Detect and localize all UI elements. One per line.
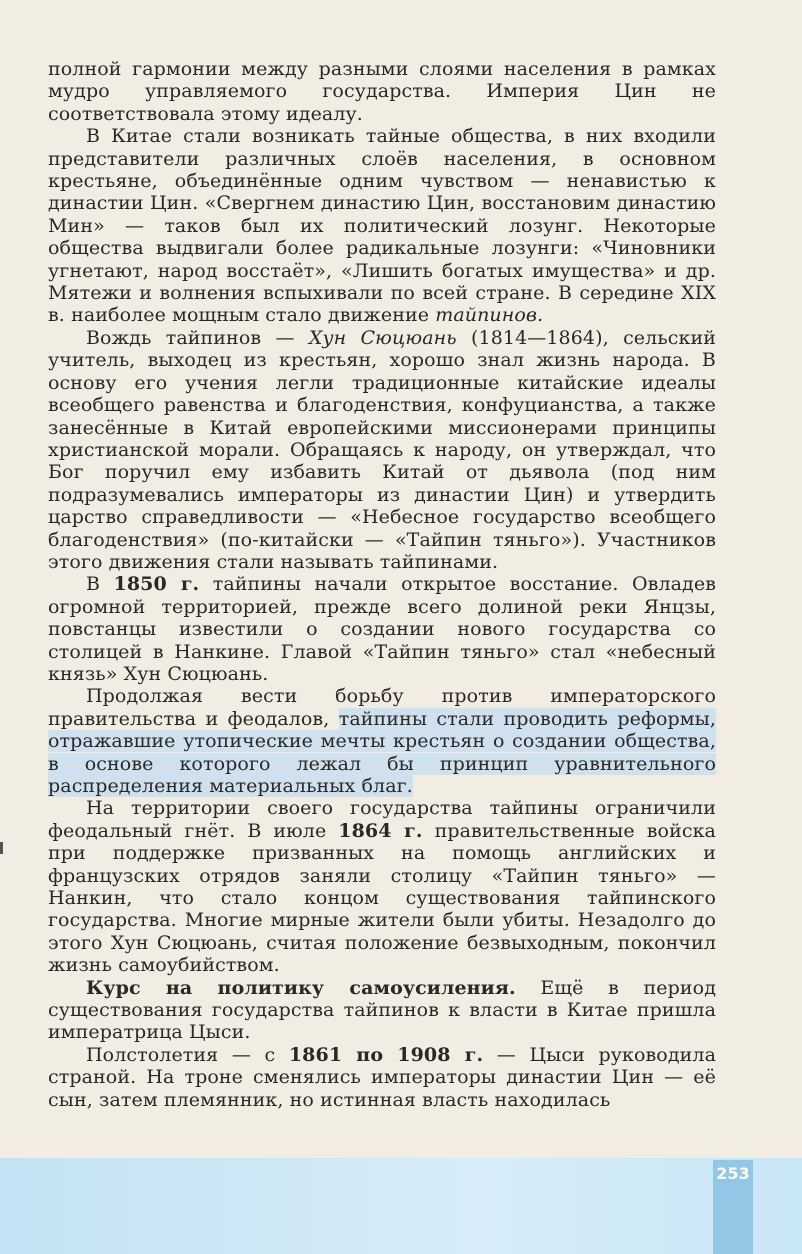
bold-term: 1861 по 1908 г.	[288, 1043, 484, 1066]
paragraph	[48, 125, 716, 327]
paragraph	[48, 797, 716, 976]
footer-band	[0, 1158, 802, 1254]
bold-term: 1864 г.	[338, 819, 423, 842]
text-run: (1814—1864), сельский учитель, выходец из крестьян, хорошо знал жизнь народа. В основу его учения легли традиционные китайские идеалы всеобщего равенства и благоденствия, конфуцианства, а также занесённые в Китай европейскими миссионерами принципы христианской морали. Обращаясь к народу, он утверждал, что Бог поручил ему избавить Китай от дьявола (под ним подразумевались императоры из династии Цин) и утвердить царство справедливости — «Небесное государство всеобщего благоденствия» (по-китайски — «Тайпин тяньго»). Участников этого движения стали называть тайпинами.	[48, 326, 717, 573]
italic-term: тайпинов.	[435, 304, 544, 327]
paragraph	[48, 573, 716, 685]
paragraph	[48, 685, 716, 797]
paragraph	[48, 58, 716, 125]
margin-mark	[0, 842, 3, 854]
text-run: правительственные войска при поддержке призванных на помощь английских и французских отрядов заняли столицу «Тайпин тяньго» — Нанкин, что стало концом существования тайпинского государства. Многие мирные жители были убиты. Незадолго до этого Хун Сюцюань, считая положение безвыходным, покончил жизнь самоубийством.	[48, 819, 716, 977]
text-run: На территории своего государства тайпины ограничили феодальный гнёт. В июле	[48, 797, 716, 842]
text-run: В Китае стали возникать тайные общества, в них входили представители различных слоёв населения, в основном крестьяне, объединённые одним чувством — ненавистью к династии Цин. «Свергнем династию Цин, восстановим династию Мин» — таков был их политический лозунг. Некоторые общества выдвигали более радикальные лозунги: «Чиновники угнетают, народ восстаёт», «Лишить богатых имущества» и др. Мятежи и волнения вспыхивали по всей стране. В середине XIX в. наиболее мощным стало движение	[48, 125, 716, 327]
paragraph	[48, 977, 716, 1044]
text-run: Вождь тайпинов —	[86, 326, 309, 349]
text-run: — Цыси руководила страной. На троне сменялись императоры династии Цин — её сын, затем племянник, но истинная власть находилась	[48, 1043, 716, 1111]
text-run: Продолжая вести борьбу против императорского правительства и феодалов,	[48, 685, 716, 730]
highlighted-text: тайпины стали проводить реформы, отражавшие утопические мечты крестьян о создании общества, в основе которого лежал бы принцип уравнительного распределения материальных благ.	[48, 707, 716, 797]
paragraph	[48, 1044, 716, 1111]
bold-term: Курс на политику самоусиления.	[86, 976, 516, 999]
text-run: тайпины начали открытое восстание. Овладев огромной территорией, прежде всего долиной реки Янцзы, повстанцы известили о создании нового государства со столицей в Нанкине. Главой «Тайпин тяньго» стал «небесный князь» Хун Сюцюань.	[48, 573, 716, 685]
paragraph	[48, 327, 716, 573]
text-run: полной гармонии между разными слоями населения в рамках мудро управляемого государства. Империя Цин не соответствовала этому идеалу.	[48, 58, 716, 125]
text-run: В	[86, 573, 114, 596]
bold-term: 1850 г.	[113, 573, 200, 596]
italic-term: Хун Сюцюань	[308, 326, 457, 349]
text-run: Ещё в период существования государства тайпинов к власти в Китае пришла императрица Цыси.	[48, 976, 716, 1044]
page-number: 253	[716, 1164, 750, 1183]
text-run: Полстолетия — с	[86, 1043, 289, 1066]
page-body	[48, 58, 716, 1111]
